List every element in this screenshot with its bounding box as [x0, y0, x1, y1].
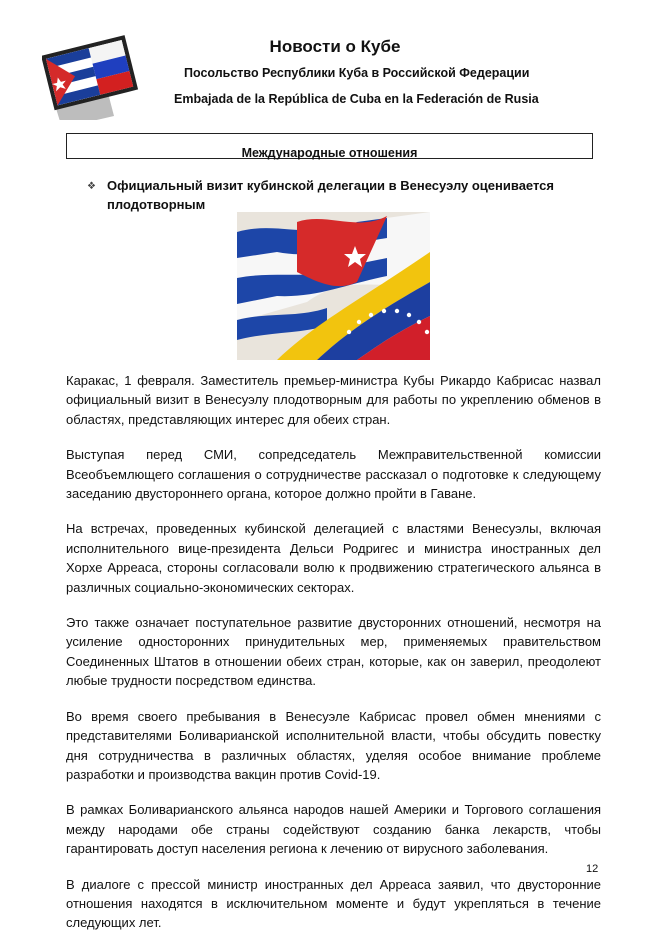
article-headline: Официальный визит кубинской делегации в Венесуэлу оценивается плодотворным — [107, 178, 554, 212]
article-paragraph: Это также означает поступательное развитие двусторонних отношений, несмотря на усиление односторонних принудительных мер, применяемых правительством Соединенных Штатов в отношении обеих стран, которые, как он заверил, преодолеют любые трудности посредством единства. — [66, 615, 601, 689]
diamond-bullet-icon: ❖ — [87, 181, 96, 192]
publication-title: Новости о Кубе — [269, 37, 401, 56]
section-label: Международные отношения — [241, 146, 418, 160]
article-paragraph: На встречах, проведенных кубинской делегацией с властями Венесуэлы, включая исполнительного вице-президента Дельси Родригес и министра иностранных дел Хорхе Арреаса, стороны согласовали волю к продвижению стратегического альянса в различных социально-экономических секторах. — [66, 521, 601, 595]
cuba-russia-flags-logo — [42, 30, 142, 120]
article-paragraph: В рамках Боливарианского альянса народов нашей Америки и Торгового соглашения между народами обе страны содействуют созданию банка лекарств, чтобы гарантировать доступ населения региона к лечению от вирусного заболевания. — [66, 802, 601, 857]
section-header-box — [66, 133, 593, 159]
embassy-name-ru: Посольство Республики Куба в Российской Федерации — [184, 66, 530, 80]
article-paragraph: Каракас, 1 февраля. Заместитель премьер-министра Кубы Рикардо Кабрисас назвал официальный визит в Венесуэлу плодотворным для работы по укреплению обменов в областях, представляющих интерес для обеих стран. — [66, 373, 601, 427]
article-paragraph: В диалоге с прессой министр иностранных дел Арреаса заявил, что двусторонние отношения находятся в исключительном моменте и будут укрепляться в течение следующих лет. — [66, 876, 601, 931]
article-paragraph: Выступая перед СМИ, сопредседатель Межправительственной комиссии Всеобъемлющего соглашения о сотрудничестве рассказал о подготовке к следующему заседанию двустороннего органа, которое должно пройти в Гаване. — [66, 447, 601, 502]
cuba-venezuela-flags-photo — [237, 212, 430, 360]
page-number: 12 — [586, 863, 599, 875]
embassy-name-es: Embajada de la República de Cuba en la Federación de Rusia — [174, 92, 539, 106]
article-body — [66, 371, 601, 949]
article-paragraph: Во время своего пребывания в Венесуэле Кабрисас провел обмен мнениями с представителями Боливарианской исполнительной власти, чтобы обсудить повестку дня сотрудничества в различных областях, уделяя особое внимание проблеме разработки и производства вакцин против Covid-19. — [66, 708, 601, 782]
